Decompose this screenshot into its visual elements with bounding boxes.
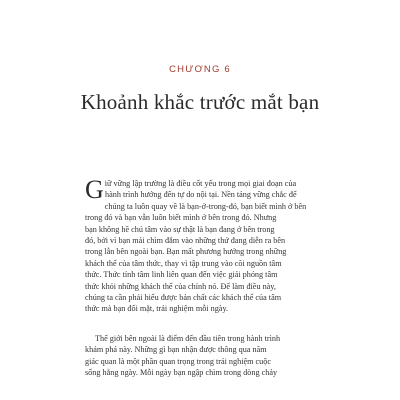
paragraph-line: bạn không hề chú tâm vào sự thật là bạn đang ở bên trong <box>85 224 275 234</box>
paragraph-2 <box>85 333 315 379</box>
drop-cap: G <box>85 175 104 204</box>
paragraph-line: khám phá này. Những gì bạn nhận được thông qua năm <box>85 345 267 355</box>
paragraph-line: chúng ta cần phải hiểu được bản chất các khách thể của tâm <box>85 292 282 302</box>
paragraph-line: hành trình hướng đến tự do nội tại. Nền tảng vững chắc để <box>105 190 297 200</box>
paragraph-line: Thế giới bên ngoài là điểm đến đầu tiên trong hành trình <box>95 334 281 343</box>
paragraph-line: chúng ta luôn quay về là bạn-ở-trong-đó, bạn biết mình ở bên <box>104 201 307 211</box>
paragraph-line: thức khỏi những khách thể của chính nó. Để làm điều này, <box>85 281 276 291</box>
paragraph-line: thức. Thức tỉnh tâm linh liên quan đến việc giải phóng tâm <box>85 270 278 280</box>
paragraph-line: giác quan là một phần quan trọng trong trải nghiệm cuộc <box>85 356 271 366</box>
paragraph-line: thức mà bạn đối mặt, trải nghiệm mỗi ngày. <box>85 304 229 314</box>
paragraph-line: trong đó và bạn vẫn luôn biết mình ở bên trong đó. Nhưng <box>85 213 277 223</box>
paragraph-line-text: iữ vững lập trường là điều cốt yếu trong mọi giai đoạn của <box>104 179 297 188</box>
chapter-number: CHƯƠNG 6 <box>169 64 231 75</box>
paragraph-line: sống hằng ngày. Mỗi ngày bạn ngập chìm trong dòng chảy <box>85 368 278 378</box>
chapter-title: Khoảnh khắc trước mắt bạn <box>80 90 320 114</box>
paragraph-line: khách thể của tâm thức, thay vì tập trung vào cõi nguồn tâm <box>85 258 282 268</box>
paragraph-line: trong lẫn bên ngoài bạn. Bạn mất phương hướng trong những <box>85 247 287 257</box>
paragraph-1 <box>85 175 315 315</box>
paragraph-line: đó, bởi vì bạn mải chìm đắm vào những thứ đang diễn ra bên <box>85 235 286 245</box>
